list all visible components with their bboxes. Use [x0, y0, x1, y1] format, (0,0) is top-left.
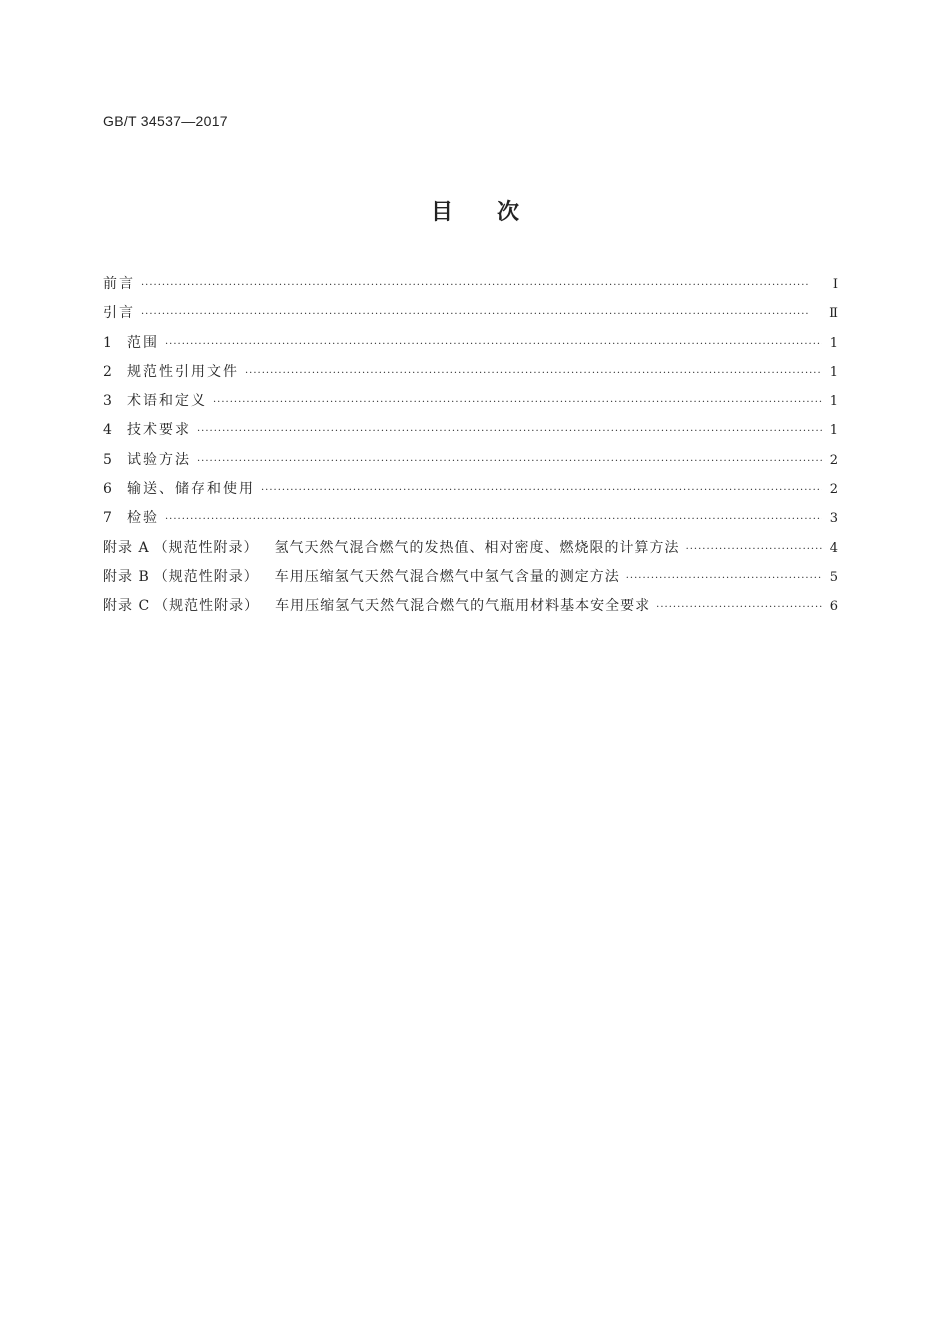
toc-title: 术语和定义: [127, 393, 207, 410]
toc-entry[interactable]: [103, 302, 838, 331]
toc-page-number: 1: [829, 364, 838, 380]
toc-number: 1: [103, 334, 112, 351]
standard-code: GB/T 34537—2017: [103, 113, 228, 129]
leader-dots: [141, 275, 822, 297]
toc-annex-type: （规范性附录）: [153, 568, 259, 585]
toc-title: 车用压缩氢气天然气混合燃气中氢气含量的测定方法: [274, 568, 620, 585]
leader-dots: [626, 568, 822, 590]
toc-number: 6: [103, 481, 112, 498]
leader-dots: [245, 363, 822, 385]
leader-dots: [656, 597, 822, 619]
toc-entry[interactable]: [103, 478, 838, 507]
toc-label: [103, 537, 680, 559]
toc-title: 检验: [127, 510, 159, 527]
toc-number: 附录 C: [103, 598, 151, 615]
toc-title: 氢气天然气混合燃气的发热值、相对密度、燃烧限的计算方法: [274, 539, 680, 556]
toc-title: 范围: [127, 334, 159, 351]
toc-label: [103, 273, 135, 295]
toc-page-number: 5: [829, 569, 838, 585]
toc-page-number: 2: [829, 482, 838, 498]
toc-entry[interactable]: [103, 595, 838, 624]
toc-entry[interactable]: [103, 449, 838, 478]
page-title: [0, 195, 950, 226]
toc-title: 技术要求: [127, 422, 191, 439]
toc-number: 2: [103, 363, 112, 380]
toc-entry[interactable]: [103, 390, 838, 419]
toc-number: 3: [103, 393, 112, 410]
toc-title: 规范性引用文件: [127, 363, 239, 380]
leader-dots: [261, 480, 822, 502]
toc-page-number: 2: [829, 452, 838, 468]
toc-entry[interactable]: [103, 332, 838, 361]
toc-label: [103, 302, 135, 324]
toc-label: [103, 507, 159, 529]
toc-page-number: 4: [829, 540, 838, 556]
toc-label: [103, 478, 255, 500]
toc-page-number: 1: [829, 394, 838, 410]
toc-label: [103, 332, 159, 354]
toc-entry[interactable]: [103, 566, 838, 595]
toc-page-number: 3: [829, 511, 838, 527]
toc-title: 引言: [103, 305, 135, 322]
leader-dots: [165, 509, 822, 531]
toc-label: [103, 390, 207, 412]
title-char: 目: [430, 200, 453, 225]
table-of-contents: [103, 273, 838, 625]
toc-entry[interactable]: [103, 273, 838, 302]
toc-label: [103, 449, 191, 471]
toc-label: [103, 419, 191, 441]
leader-dots: [165, 334, 822, 356]
toc-number: 附录 B: [103, 568, 150, 585]
leader-dots: [141, 304, 822, 326]
toc-entry[interactable]: [103, 537, 838, 566]
leader-dots: [197, 451, 822, 473]
toc-label: [103, 566, 620, 588]
toc-number: 附录 A: [103, 539, 150, 556]
leader-dots: [213, 392, 822, 414]
toc-label: [103, 595, 650, 617]
toc-page-number: Ⅱ: [829, 306, 838, 322]
toc-title: 前言: [103, 276, 135, 292]
title-char: 次: [497, 200, 520, 225]
toc-number: 5: [103, 451, 112, 468]
toc-page-number: 6: [829, 599, 838, 615]
leader-dots: [197, 421, 822, 443]
toc-page-number: 1: [829, 423, 838, 439]
toc-title: 输送、储存和使用: [127, 481, 255, 498]
toc-annex-type: （规范性附录）: [154, 598, 260, 615]
toc-title: 车用压缩氢气天然气混合燃气的气瓶用材料基本安全要求: [275, 598, 651, 615]
toc-annex-type: （规范性附录）: [153, 539, 259, 556]
toc-label: [103, 361, 239, 383]
toc-entry[interactable]: [103, 507, 838, 536]
toc-number: 7: [103, 510, 112, 527]
leader-dots: [686, 539, 822, 561]
toc-number: 4: [103, 422, 112, 439]
toc-page-number: 1: [829, 335, 838, 351]
toc-entry[interactable]: [103, 419, 838, 448]
toc-entry[interactable]: [103, 361, 838, 390]
toc-page-number: Ⅰ: [832, 277, 838, 292]
toc-title: 试验方法: [127, 451, 191, 468]
